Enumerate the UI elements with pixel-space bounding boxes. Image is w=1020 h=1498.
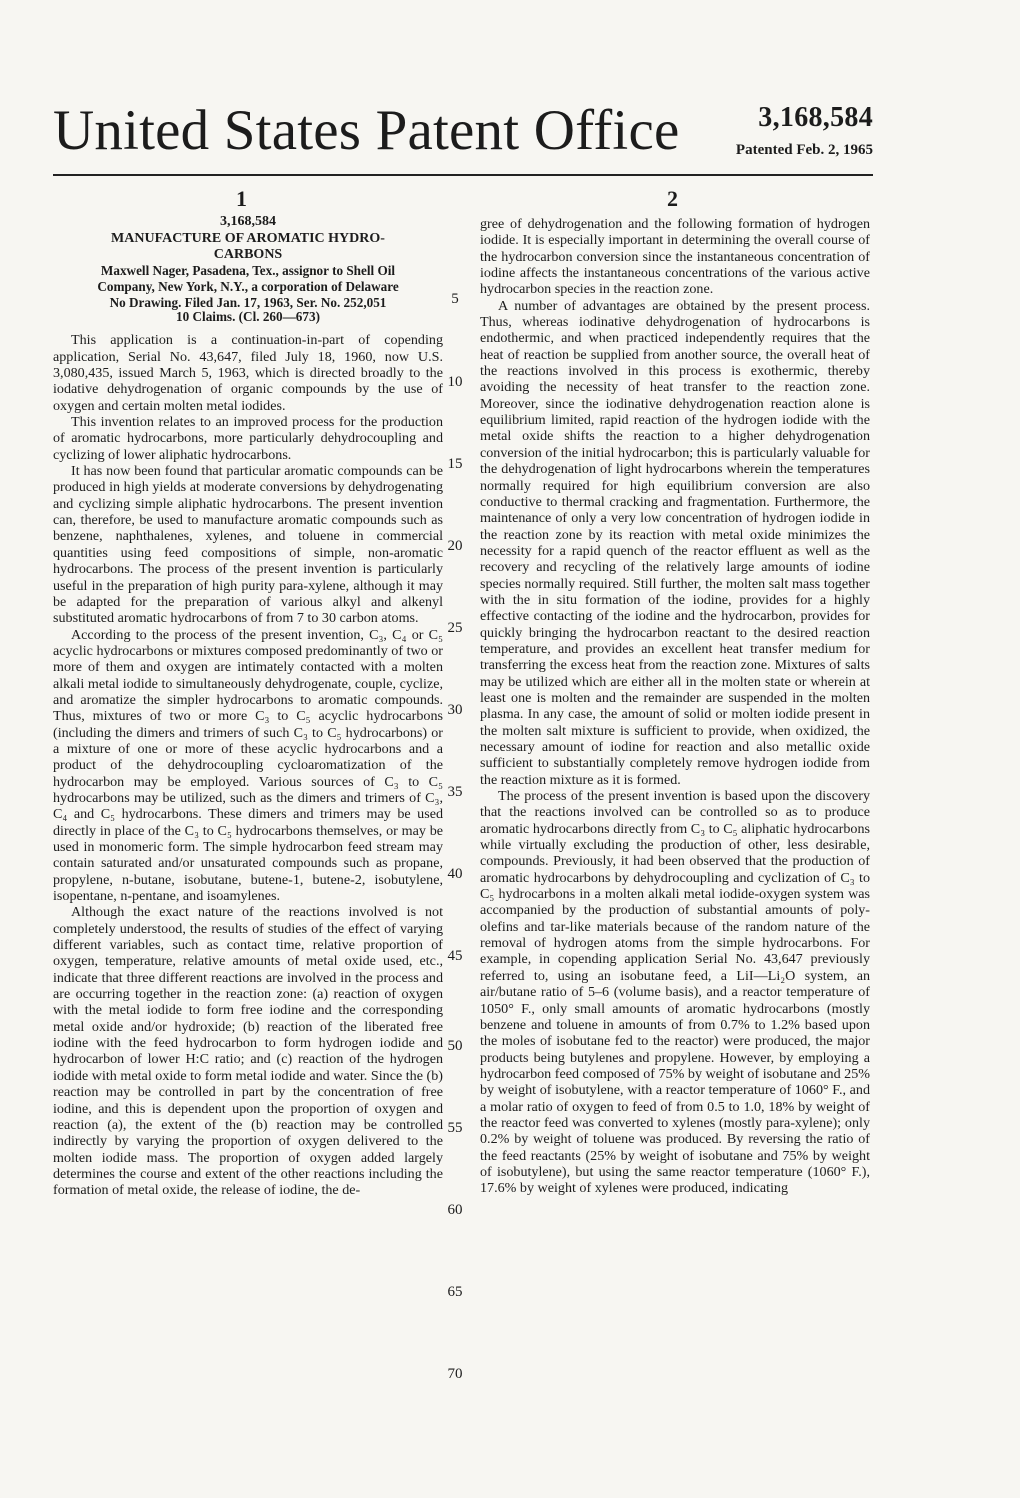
meta-inventor-line1: Maxwell Nager, Pasadena, Tex., assignor to Shell Oil bbox=[100, 263, 396, 279]
meta-title-line1: MANUFACTURE OF AROMATIC HYDRO- bbox=[111, 231, 385, 247]
line-number: 60 bbox=[447, 1202, 463, 1218]
line-number: 55 bbox=[447, 1120, 463, 1136]
column-number-left: 1 bbox=[236, 186, 247, 211]
paragraph: A number of advantages are obtained by the present process. Thus, whereas iodinative dehydrogenation of hydrocarbons is endothermic, and when practiced independently requires that the heat of reaction be supplied from another source, the overall heat of the reactions involved in this process is exothermic, thereby avoiding the necessity of heat transfer to the reaction zone. Moreover, since the iodinative dehydrogenation reaction alone is equilibrium limited, rapid reaction of the hydrogen iodide with the metal oxide shifts the reaction to a higher dehydrogenation conversion of the initial hydrocarbon; this is particularly valuable for the dehydrogenation of light hydrocarbons wherein the temperatures normally required for high equilibrium conversion are also conductive to thermal cracking and fragmentation. Furthermore, the maintenance of only a very low concentration of hydrogen iodide in the reaction zone by its reaction with metal oxide minimizes the necessity for a rapid quench of the reactor effluent as well as the recovery and recycling of the relatively large amounts of iodine species normally required. Still further, the molten salt mass together with the in situ formation of the iodine, provides for a highly effective contacting of the iodine and the hydrocarbon, provides for quickly bringing the hydrocarbon reactant to the desired reaction temperature, and provides an excellent heat transfer medium for transferring the excess heat from the reaction zone. Mixtures of salts may be utilized which are either all in the molten state or wherein at least one is molten and the remainder are suspended in the molten plasma. In any case, the amount of solid or molten iodide present in the molten salt mixture is sufficient to provide, when oxidized, the necessary amount of iodine for reaction and also metallic oxide sufficient to substantially completely remove hydrogen iodide from the reaction mixture as it is formed. bbox=[480, 297, 870, 788]
line-number: 15 bbox=[447, 456, 463, 472]
left-column bbox=[53, 214, 443, 1199]
paragraph: gree of dehydrogenation and the following formation of hydrogen iodide. It is especially important in determining the overall course of the hydrocarbon conversion since the instantaneous concentration of iodine affects the instantaneous concentrations of the various active hydrocarbon species in the reaction zone. bbox=[480, 216, 870, 298]
line-number: 10 bbox=[447, 374, 463, 390]
paragraph: The process of the present invention is based upon the discovery that the reactions involved can be controlled so as to produce aromatic hydrocarbons directly from C₃ to C₅ aliphatic hydrocarbons while virtually excluding the production of other, less desirable, compounds. Previously, it had been observed that the production of aromatic hydrocarbons by dehydrocoupling and cyclization of C₃ to C₅ hydrocarbons in a molten alkali metal iodide-oxygen system was accompanied by the production of substantial amounts of poly-olefins and tar-like materials because of the random nature of the removal of hydrogen atoms from the simple hydrocarbons. For example, in copending application Serial No. 43,647 previously referred to, using an isobutane feed, a LiI—Li₂O system, an air/butane ratio of 5–6 (volume basis), and a reactor temperature of 1050° F., only small amounts of aromatic hydrocarbons (mostly benzene and toluene in amounts of from 0.7% to 1.2% based upon the moles of isobutane fed to the reactor) were produced, the major products being butylenes and propylene. However, by employing a hydrocarbon feed composed of 75% by weight of isobutane and 25% by weight of isobutylene, with a reactor temperature of 1060° F., and a molar ratio of oxygen to feed of from 0.5 to 1.0, 18% by weight of the reactor feed was converted to xylenes (mostly para-xylene); only 0.2% by weight of toluene was produced. By reversing the ratio of the feed reactants (25% by weight of isobutane and 75% by weight of isobutylene), but using the same reactor temperature (1060° F.), 17.6% by weight of xylenes were produced, indicating bbox=[480, 788, 870, 1197]
paragraph: This invention relates to an improved process for the production of aromatic hydrocarbons, more particularly dehydrocoupling and cyclizing of lower aliphatic hydrocarbons. bbox=[53, 414, 443, 463]
meta-title-line2: CARBONS bbox=[213, 247, 283, 263]
line-number: 35 bbox=[447, 784, 463, 800]
meta-inventor-line2: Company, New York, N.Y., a corporation of Delaware bbox=[97, 279, 399, 295]
meta-number: 3,168,584 bbox=[220, 214, 276, 229]
line-number: 20 bbox=[447, 538, 463, 554]
line-number: 70 bbox=[447, 1366, 463, 1382]
meta-claims: 10 Claims. (Cl. 260—673) bbox=[176, 309, 320, 325]
paragraph: It has now been found that particular aromatic compounds can be produced in high yields at moderate conversions by dehydrogenating and cyclizing simple aliphatic hydrocarbons. The present invention can, therefore, be used to manufacture aromatic compounds such as benzene, naphthalenes, xylenes, and toluene in commercial quantities using feed compositions of simple, non-aromatic hydrocarbons. The process of the present invention is particularly useful in the preparation of high purity para-xylene, although it may be adapted for the preparation of various alkyl and alkenyl substituted aromatic hydrocarbons of from 7 to 30 carbon atoms. bbox=[53, 463, 443, 627]
line-number: 45 bbox=[447, 948, 463, 964]
line-number: 25 bbox=[447, 620, 463, 636]
line-number: 5 bbox=[451, 291, 459, 307]
paragraph: According to the process of the present invention, C₃, C₄ or C₅ acyclic hydrocarbons or mixtures composed predominantly of two or more of them and oxygen are intimately contacted with a molten alkali metal iodide to simultaneously dehydrogenate, couple, cyclize, and aromatize the simpler hydrocarbons to aromatic compounds. Thus, mixtures of two or more C₃ to C₅ acyclic hydrocarbons (including the dimers and trimers of such C₃ to C₅ hydrocarbons) or a mixture of one or more of these acyclic hydrocarbons and a product of the dehydrocoupling cycloaromatization of the hydrocarbon may be employed. Various sources of C₃ to C₅ hydrocarbons may be utilized, such as the dimers and trimers of C₃, C₄ and C₅ hydrocarbons. These dimers and trimers may be used directly in place of the C₃ to C₅ hydrocarbons themselves, or may be used in monomeric form. The simple hydrocarbon feed stream may contain saturated and/or unsaturated compounds such as propane, propylene, n-butane, isobutane, butene-1, butene-2, isobutylene, isopentane, n-pentane, and isoamylenes. bbox=[53, 626, 443, 905]
column-number-right: 2 bbox=[667, 186, 678, 211]
paragraph: Although the exact nature of the reactions involved is not completely understood, the results of studies of the effect of varying different variables, such as contact time, relative proportion of oxygen, temperature, relative amounts of metal oxide used, etc., indicate that three different reactions are involved in the process and are occurring together in the reaction zone: (a) reaction of oxygen with the metal iodide to form free iodine and the corresponding metal oxide and/or hydroxide; (b) reaction of the liberated free iodine with the feed hydrocarbon to form hydrogen iodide and hydrocarbon of lower H:C ratio; and (c) reaction of the hydrogen iodide with metal oxide to form metal iodide and water. Since the (b) reaction may be controlled in part by the concentration of free iodine, and this is dependent upon the proportion of oxygen and reaction (a), the extent of the (b) reaction may be controlled indirectly by varying the proportion of oxygen delivered to the molten iodide mass. The proportion of oxygen added largely determines the course and extent of the other reactions including the formation of metal oxide, the release of iodine, the de- bbox=[53, 904, 443, 1199]
patent-number: 3,168,584 bbox=[758, 102, 873, 133]
line-number: 40 bbox=[447, 866, 463, 882]
line-number: 65 bbox=[447, 1284, 463, 1300]
paragraph: This application is a continuation-in-part of copending application, Serial No. 43,647, filed July 18, 1960, now U.S. 3,080,435, issued March 5, 1963, which is directed broadly to the iodative dehydrogenation of organic compounds by the use of oxygen and certain molten metal iodides. bbox=[53, 332, 443, 414]
page-header bbox=[53, 100, 873, 170]
line-number: 50 bbox=[447, 1038, 463, 1054]
patent-date: Patented Feb. 2, 1965 bbox=[735, 142, 873, 158]
office-title: United States Patent Office bbox=[53, 99, 680, 162]
meta-filing: No Drawing. Filed Jan. 17, 1963, Ser. No. 252,051 bbox=[109, 295, 387, 311]
header-rule bbox=[53, 174, 873, 176]
patent-metadata bbox=[53, 214, 443, 324]
right-column bbox=[480, 216, 870, 1197]
line-number: 30 bbox=[447, 702, 463, 718]
